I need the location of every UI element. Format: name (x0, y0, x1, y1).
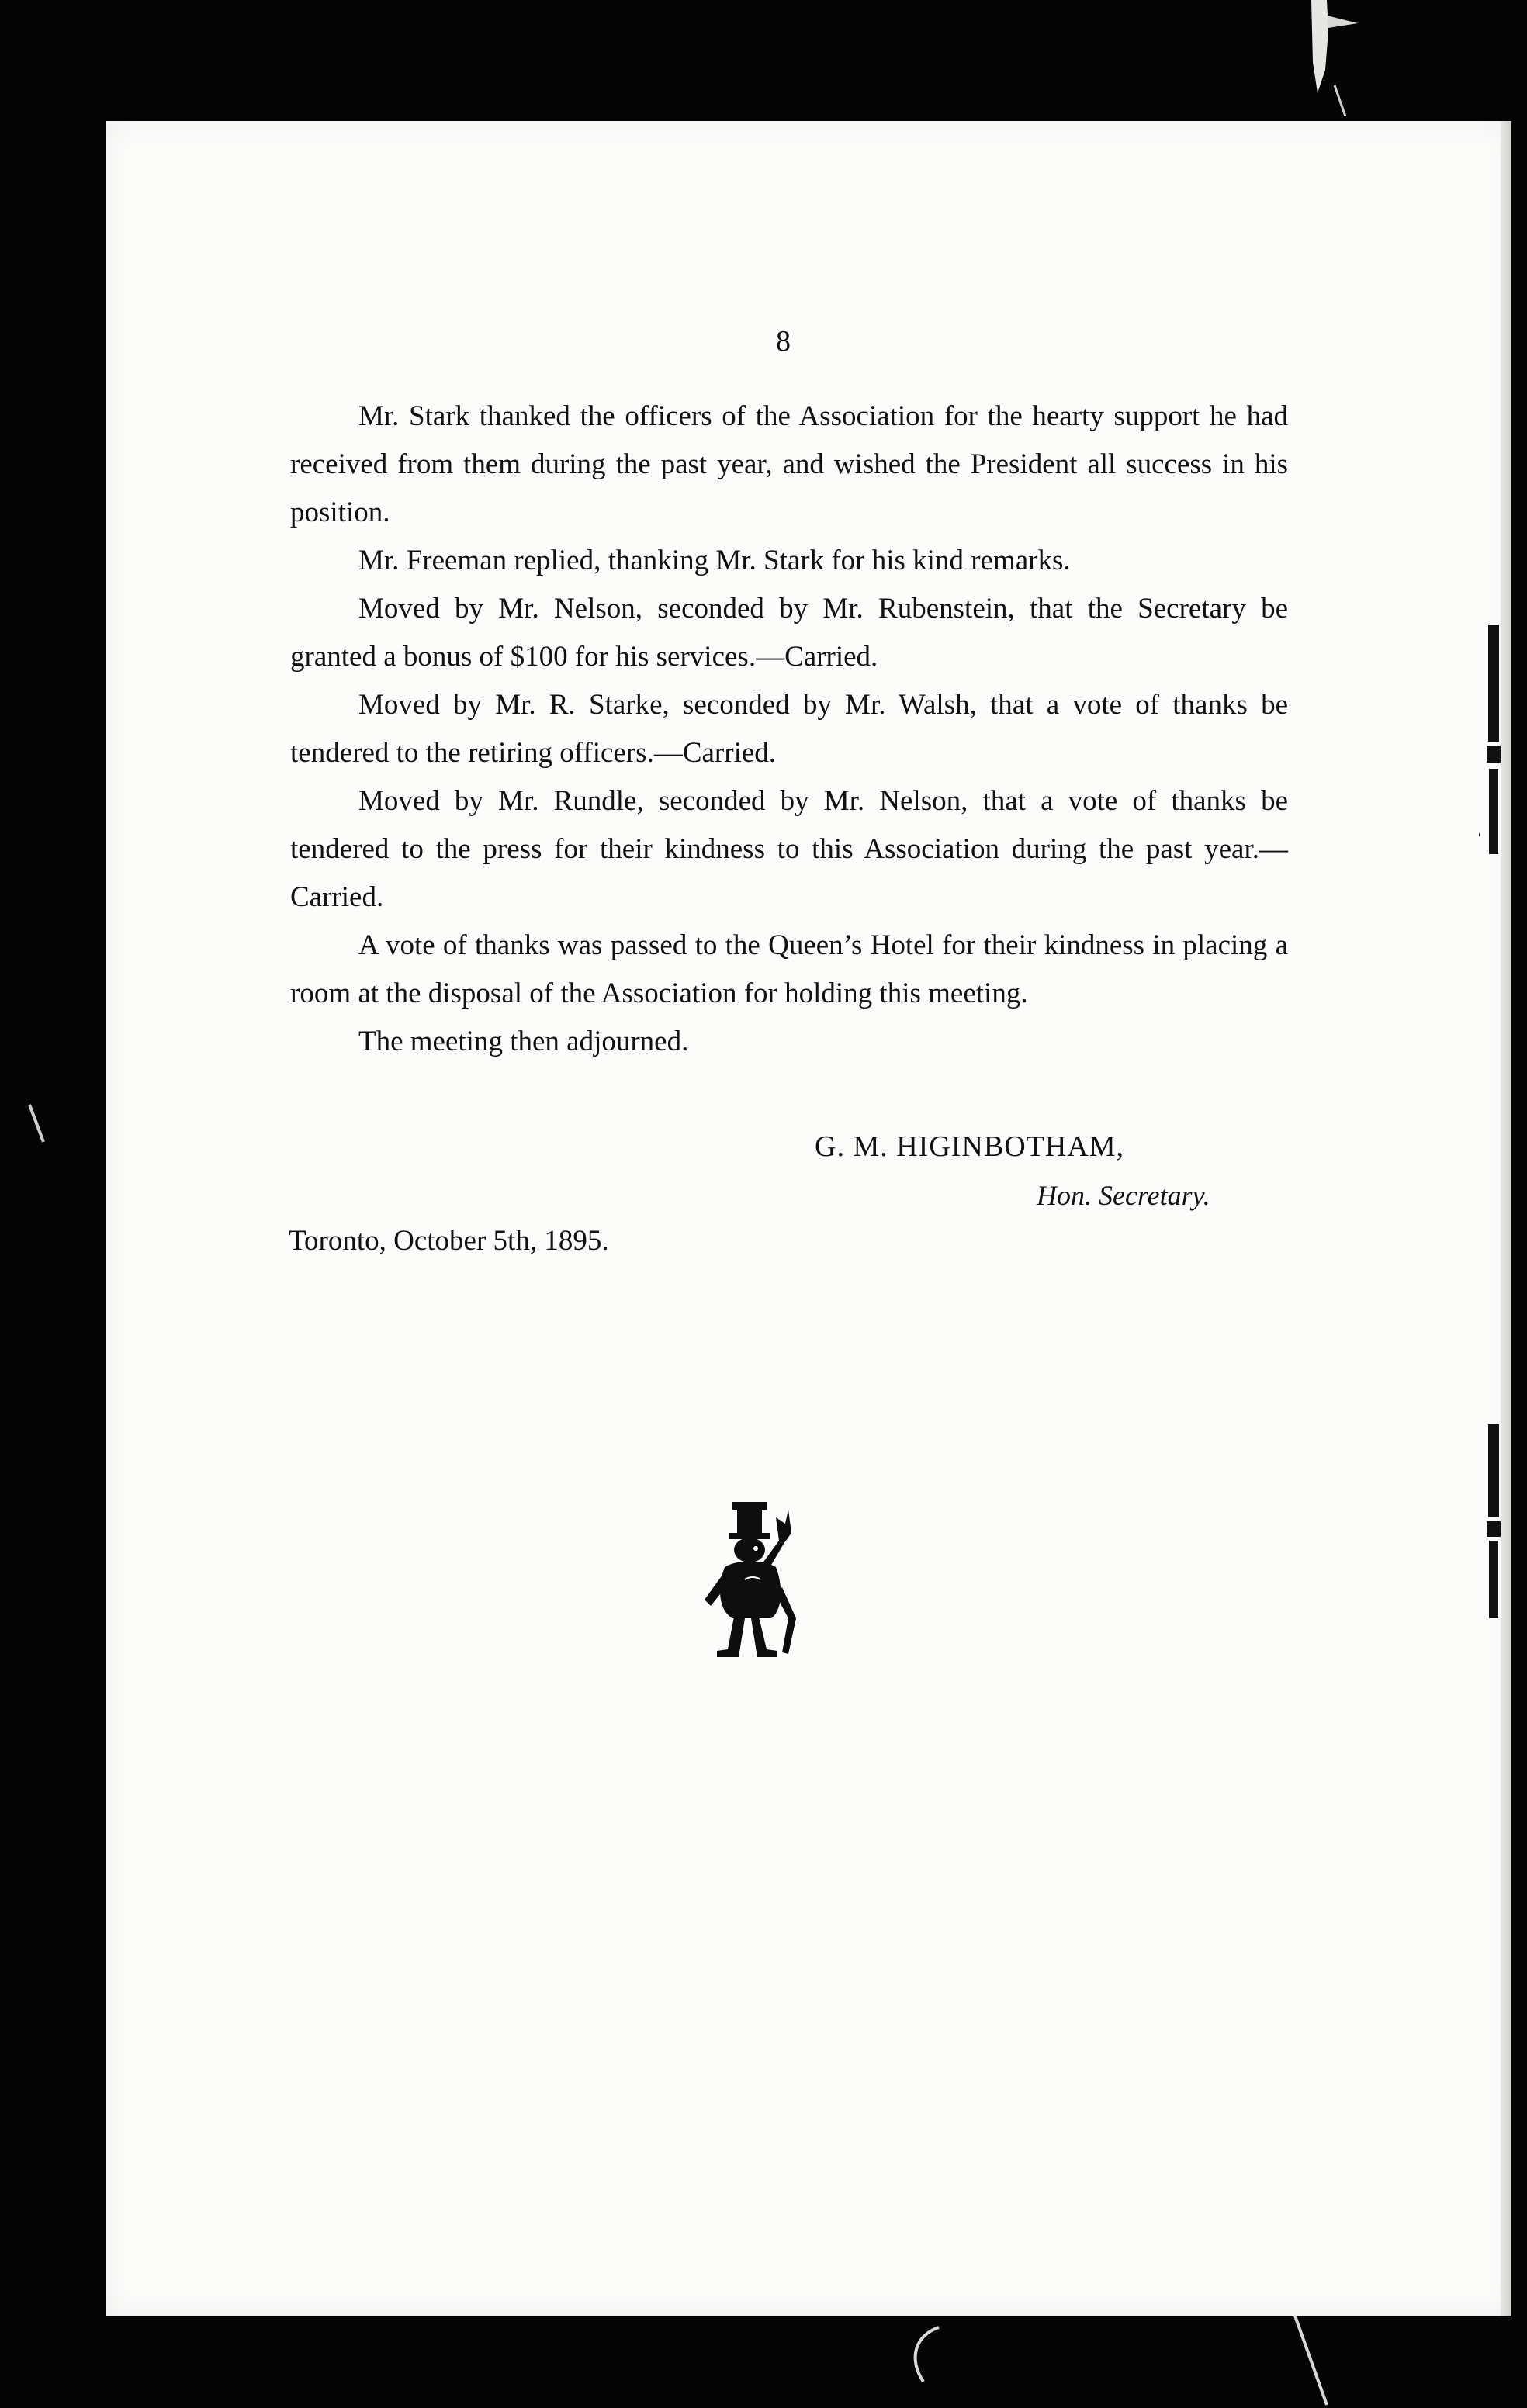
page-edge (1501, 121, 1511, 2316)
paragraph-7: The meeting then adjourned. (358, 1026, 689, 1057)
printers-ornament-figure-icon (701, 1502, 818, 1657)
paragraph-2: Mr. Freeman replied, thanking Mr. Stark for his kind remarks. (358, 545, 1071, 576)
paragraph-5: Moved by Mr. Rundle, seconded by Mr. Nelson, that a vote of thanks be tendered to the press for their kindness to this Association during the past year.—Carried. (290, 785, 1288, 913)
scan-artifact-left (23, 1102, 54, 1148)
page-number: 8 (776, 325, 791, 358)
signature-name: G. M. HIGINBOTHAM, (815, 1130, 1125, 1163)
body-text (290, 393, 1288, 1066)
signature-title: Hon. Secretary. (1037, 1180, 1210, 1211)
paragraph-1: Mr. Stark thanked the officers of the Association for the hearty support he had received from them during the past year, and wished the President all success in his position. (290, 400, 1288, 528)
paragraph-6: A vote of thanks was passed to the Queen’s Hotel for their kindness in placing a room at the disposal of the Association for holding this meeting. (290, 929, 1288, 1009)
binding-mark-upper (1479, 625, 1510, 951)
paragraph-3: Moved by Mr. Nelson, seconded by Mr. Rubenstein, that the Secretary be granted a bonus of $100 for his services.—Carried. (290, 593, 1288, 673)
binding-mark-lower (1479, 1424, 1510, 1642)
scan-artifact-top (1280, 0, 1373, 116)
document-page (106, 121, 1511, 2316)
date-line: Toronto, October 5th, 1895. (289, 1225, 609, 1257)
paragraph-4: Moved by Mr. R. Starke, seconded by Mr. Walsh, that a vote of thanks be tendered to the retiring officers.—Carried. (290, 689, 1288, 769)
